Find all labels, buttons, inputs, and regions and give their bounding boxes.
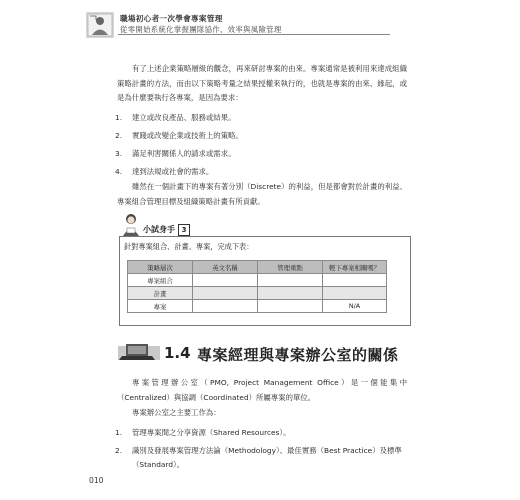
table-cell xyxy=(193,274,258,287)
table-cell xyxy=(323,287,387,300)
list-item: 2. 實踐或改變企業或技術上的策略。 xyxy=(115,131,243,140)
table-cell xyxy=(193,300,258,313)
section-title: 專案經理與專案辦公室的關係 xyxy=(197,346,399,364)
table-cell xyxy=(193,287,258,300)
table-cell: 計畫 xyxy=(128,287,193,300)
pmo-paragraph: 專案管理辦公室（PMO, Project Management Office）是一個能集中（Centralized）與協調（Coordinated）所屬專案的單位。 xyxy=(117,378,407,402)
practice-person-icon xyxy=(120,212,142,236)
table-cell xyxy=(258,300,323,313)
table-cell xyxy=(258,287,323,300)
header-rule xyxy=(118,34,390,35)
intro-paragraph: 有了上述企業策略層級的觀念，再來研討專案的由來。專案通常是被利用來達成組織策略計畫的方法，而由以下策略考量之結果授權來執行的，也就是專案的由來、緣起，或是為什麼要執行各專案，是因為要求： xyxy=(117,64,407,102)
table-row xyxy=(128,287,387,300)
practice-table xyxy=(127,260,387,313)
practice-instruction: 針對專案組合、計畫、專案，完成下表： xyxy=(124,242,254,251)
table-row xyxy=(128,300,387,313)
table-row xyxy=(128,274,387,287)
running-header-title: 職場初心者一次學會專案管理 xyxy=(120,14,223,23)
table-cell: 專案組合 xyxy=(128,274,193,287)
laptop-icon xyxy=(118,342,160,362)
practice-number-badge: 3 xyxy=(178,224,190,236)
reasons-list xyxy=(115,111,415,183)
column-header: 英文名稱 xyxy=(193,261,258,274)
table-cell: 專案 xyxy=(128,300,193,313)
practice-title: 小試身手 xyxy=(143,225,175,234)
table-cell: N/A xyxy=(323,300,387,313)
list-item: 1. 管理專案間之分享資源（Shared Resources）。 xyxy=(115,428,291,437)
column-header: 輕下專案相關嗎？ xyxy=(323,261,387,274)
running-header-subtitle: 從零開始系統化掌握團隊協作、效率與風險管理 xyxy=(120,25,282,34)
column-header: 策略層次 xyxy=(128,261,193,274)
pmo-work-intro: 專案辦公室之主要工作為： xyxy=(132,408,221,417)
page-number: 010 xyxy=(89,476,104,485)
list-item: 2. 識別及發展專案管理方法論（Methodology）、最佳實務（Best Practice）及標準（Standard）。 xyxy=(115,446,402,469)
list-item: 1. 建立或改良產品、服務或結果。 xyxy=(115,113,236,122)
list-item: 4. 達到法規或社會的需求。 xyxy=(115,167,214,176)
section-number: 1.4 xyxy=(164,344,191,362)
column-header: 管理重點 xyxy=(258,261,323,274)
list-item: 3. 滿足利害關係人的請求或需求。 xyxy=(115,149,236,158)
book-person-icon xyxy=(86,12,114,38)
table-cell xyxy=(258,274,323,287)
pmo-task-list xyxy=(115,426,415,474)
benefit-paragraph: 雖然在一個計畫下的專案有著分別（Discrete）的利益，但是都會對於計畫的利益、專案組合管理目標及組織策略計畫有所貢獻。 xyxy=(117,182,407,206)
table-cell xyxy=(323,274,387,287)
table-header-row xyxy=(128,261,387,274)
